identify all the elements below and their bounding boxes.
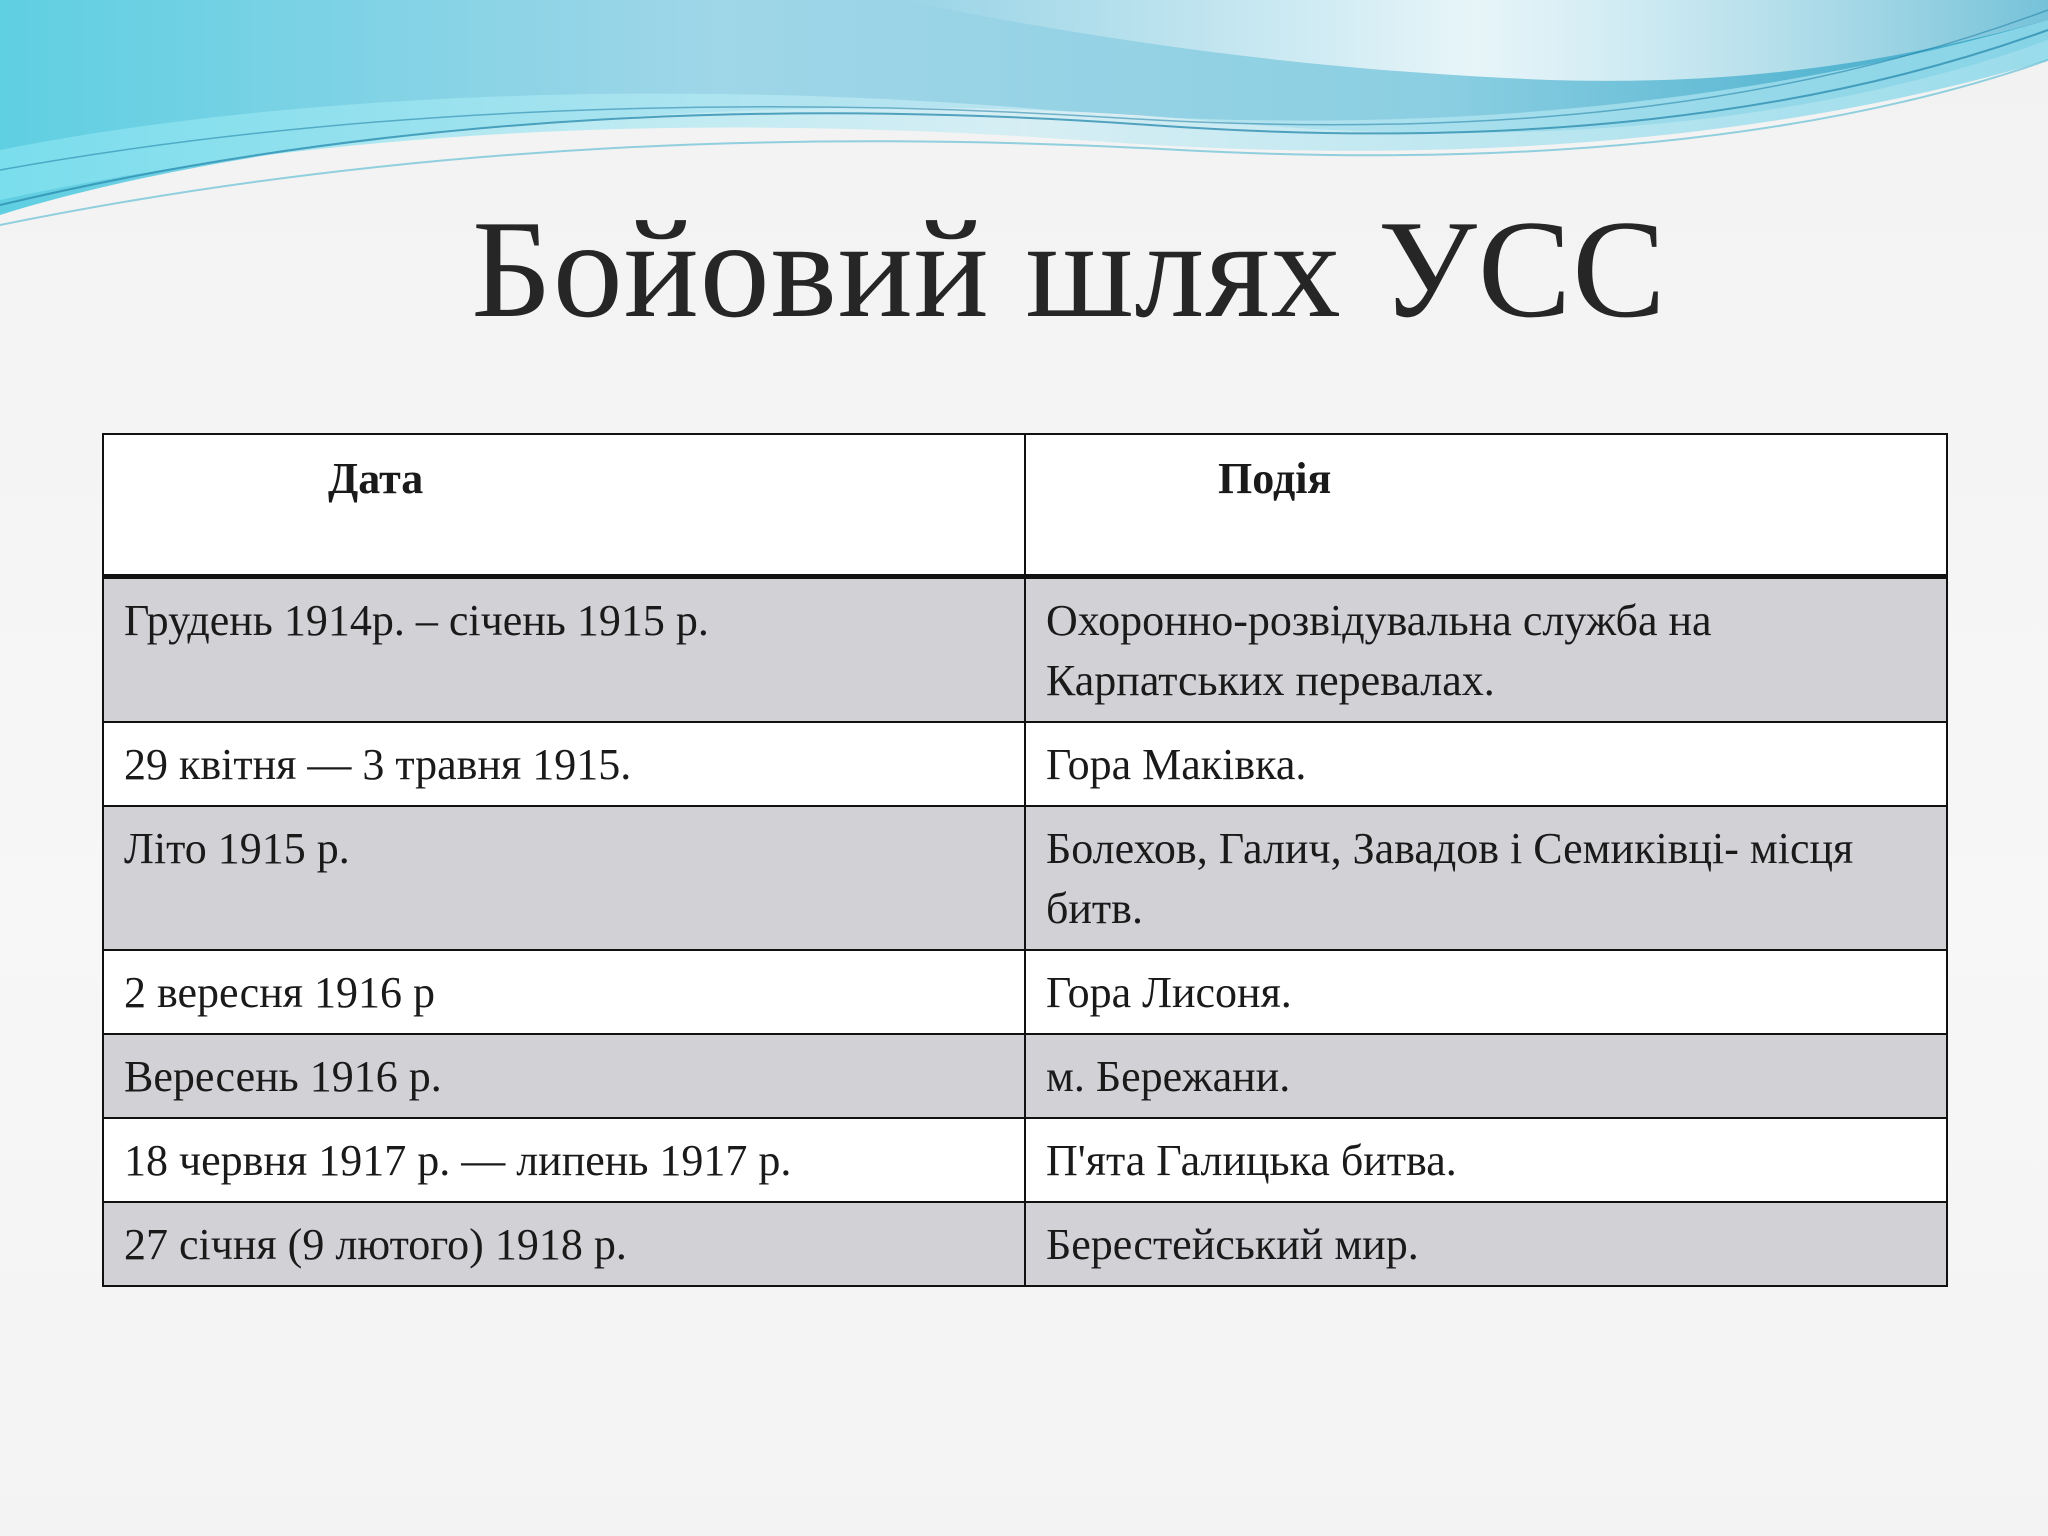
- table-row: [103, 806, 1947, 950]
- table-row: [103, 1118, 1947, 1202]
- row-date: 2 вересня 1916 р: [103, 950, 1025, 1034]
- row-event: П'ята Галицька битва.: [1025, 1118, 1947, 1202]
- row-event: Гора Лисоня.: [1025, 950, 1947, 1034]
- table-row: [103, 950, 1947, 1034]
- row-event: Гора Маківка.: [1025, 722, 1947, 806]
- row-event: Берестейський мир.: [1025, 1202, 1947, 1286]
- row-date: Літо 1915 р.: [103, 806, 1025, 950]
- row-date: Вересень 1916 р.: [103, 1034, 1025, 1118]
- row-date: 18 червня 1917 р. — липень 1917 р.: [103, 1118, 1025, 1202]
- table-row: [103, 1202, 1947, 1286]
- slide-title: Бойовий шлях УСС: [471, 192, 1667, 347]
- table-row: [103, 722, 1947, 806]
- row-date: 29 квітня — 3 травня 1915.: [103, 722, 1025, 806]
- table-header-row: [103, 434, 1947, 576]
- row-date: Грудень 1914р. – січень 1915 р.: [103, 576, 1025, 722]
- row-event: Болехов, Галич, Завадов і Семиківці- місця битв.: [1025, 806, 1947, 950]
- header-event: Подія: [1025, 434, 1947, 576]
- table-row: [103, 576, 1947, 722]
- row-date: 27 січня (9 лютого) 1918 р.: [103, 1202, 1025, 1286]
- events-table: [102, 433, 1948, 1287]
- row-event: Охоронно-розвідувальна служба на Карпатських перевалах.: [1025, 576, 1947, 722]
- table-row: [103, 1034, 1947, 1118]
- header-date: Дата: [103, 434, 1025, 576]
- row-event: м. Бережани.: [1025, 1034, 1947, 1118]
